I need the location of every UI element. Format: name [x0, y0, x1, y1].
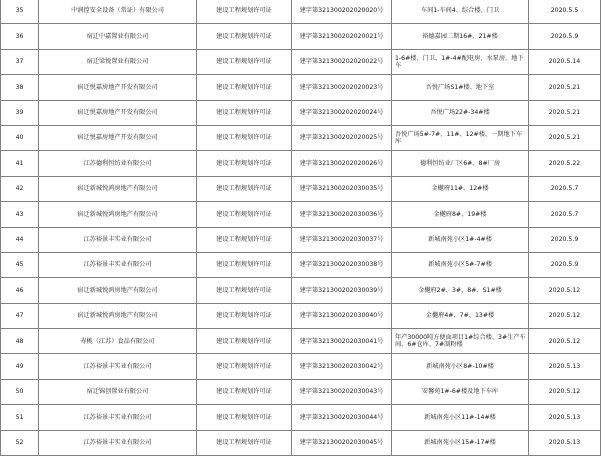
certificate-type-cell: 建设工程规划许可证	[197, 329, 292, 354]
table-row	[1, 176, 601, 201]
table-row	[1, 75, 601, 100]
permit-number-cell: 建字第321300202030044号	[292, 405, 392, 430]
row-number-cell: 48	[1, 329, 39, 354]
row-number-cell: 46	[1, 278, 39, 303]
table-row	[1, 278, 601, 303]
issue-date-cell: 2020.5.7	[529, 176, 601, 201]
issue-date-cell: 2020.5.21	[529, 75, 601, 100]
table-row	[1, 252, 601, 277]
permit-table-body	[1, 0, 601, 456]
row-number-cell: 38	[1, 75, 39, 100]
certificate-type-cell: 建设工程规划许可证	[197, 151, 292, 176]
row-number-cell: 49	[1, 354, 39, 379]
certificate-type-cell: 建设工程规划许可证	[197, 278, 292, 303]
table-row	[1, 430, 601, 455]
project-cell: 安馨苑1#-6#楼及地下车库	[392, 379, 529, 404]
certificate-type-cell: 建设工程规划许可证	[197, 405, 292, 430]
permit-number-cell: 建字第321300202030045号	[292, 430, 392, 455]
permit-number-cell: 建字第321300202020022号	[292, 49, 392, 74]
project-cell: 年产30000吨方便面项目1#综合楼、3#生产车间、6#仓库、7#制粉楼	[392, 329, 529, 354]
table-row	[1, 227, 601, 252]
issue-date-cell: 2020.5.21	[529, 125, 601, 150]
table-row	[1, 125, 601, 150]
permit-number-cell: 建字第321300202030043号	[292, 379, 392, 404]
company-cell: 中润控安全设备（常证）有限公司	[39, 0, 197, 24]
certificate-type-cell: 建设工程规划许可证	[197, 100, 292, 125]
issue-date-cell: 2020.5.5	[529, 0, 601, 24]
table-row	[1, 405, 601, 430]
permit-number-cell: 建字第321300202020020号	[292, 0, 392, 24]
project-cell: 吾悦广场22#-34#楼	[392, 100, 529, 125]
permit-number-cell: 建字第321300202030036号	[292, 202, 392, 227]
company-cell: 江苏裕景丰实业有限公司	[39, 252, 197, 277]
company-cell: 宿迁新城悦鸿房地产有限公司	[39, 176, 197, 201]
table-row	[1, 202, 601, 227]
permit-number-cell: 建字第321300202030039号	[292, 278, 392, 303]
company-cell: 江苏裕景丰实业有限公司	[39, 405, 197, 430]
company-cell: 宿迁新城悦鸿房地产有限公司	[39, 303, 197, 328]
project-cell: 吾悦广场S1#楼、地下室	[392, 75, 529, 100]
issue-date-cell: 2020.5.9	[529, 227, 601, 252]
project-cell: 新城南苑小区8#-10#楼	[392, 354, 529, 379]
project-cell: 新城南苑小区5#-7#楼	[392, 252, 529, 277]
certificate-type-cell: 建设工程规划许可证	[197, 379, 292, 404]
issue-date-cell: 2020.5.7	[529, 202, 601, 227]
company-cell: 宿迁新城悦鸿房地产有限公司	[39, 278, 197, 303]
certificate-type-cell: 建设工程规划许可证	[197, 176, 292, 201]
row-number-cell: 37	[1, 49, 39, 74]
company-cell: 江苏裕景丰实业有限公司	[39, 354, 197, 379]
permit-number-cell: 建字第321300202030038号	[292, 252, 392, 277]
company-cell: 江苏德利恒纺业有限公司	[39, 151, 197, 176]
table-row	[1, 329, 601, 354]
row-number-cell: 43	[1, 202, 39, 227]
row-number-cell: 36	[1, 24, 39, 49]
permit-number-cell: 建字第321300202020021号	[292, 24, 392, 49]
table-row	[1, 24, 601, 49]
row-number-cell: 47	[1, 303, 39, 328]
certificate-type-cell: 建设工程规划许可证	[197, 303, 292, 328]
row-number-cell: 51	[1, 405, 39, 430]
permit-number-cell: 建字第321300202020023号	[292, 75, 392, 100]
issue-date-cell: 2020.5.14	[529, 49, 601, 74]
company-cell: 寿桃（江苏）食品有限公司	[39, 329, 197, 354]
company-cell: 宿迁中嘉置业有限公司	[39, 24, 197, 49]
table-row	[1, 379, 601, 404]
project-cell: 吾悦广场5#-7#、11#、12#楼、一期地下车库	[392, 125, 529, 150]
project-cell: 金樾府4#、7#、13#楼	[392, 303, 529, 328]
company-cell: 宿迁锦创置业有限公司	[39, 379, 197, 404]
project-cell: 新城南苑小区15#-17#楼	[392, 430, 529, 455]
certificate-type-cell: 建设工程规划许可证	[197, 24, 292, 49]
project-cell: 金樾府11#、12#楼	[392, 176, 529, 201]
issue-date-cell: 2020.5.9	[529, 252, 601, 277]
project-cell: 新城南苑小区11#-14#楼	[392, 405, 529, 430]
row-number-cell: 45	[1, 252, 39, 277]
row-number-cell: 35	[1, 0, 39, 24]
certificate-type-cell: 建设工程规划许可证	[197, 354, 292, 379]
issue-date-cell: 2020.5.12	[529, 329, 601, 354]
company-cell: 宿迁悦嘉房地产开发有限公司	[39, 125, 197, 150]
certificate-type-cell: 建设工程规划许可证	[197, 49, 292, 74]
issue-date-cell: 2020.5.12	[529, 278, 601, 303]
issue-date-cell: 2020.5.12	[529, 379, 601, 404]
issue-date-cell: 2020.5.9	[529, 24, 601, 49]
project-cell: 德利恒纺业厂区6#、8#厂房	[392, 151, 529, 176]
project-cell: 裕德嘉园二期16#、21#楼	[392, 24, 529, 49]
company-cell: 江苏裕景丰实业有限公司	[39, 430, 197, 455]
project-cell: 车间1-车间4、综合楼、门卫	[392, 0, 529, 24]
row-number-cell: 42	[1, 176, 39, 201]
table-row	[1, 303, 601, 328]
issue-date-cell: 2020.5.13	[529, 354, 601, 379]
company-cell: 江苏裕景丰实业有限公司	[39, 227, 197, 252]
project-cell: 金樾府8#、19#楼	[392, 202, 529, 227]
row-number-cell: 52	[1, 430, 39, 455]
company-cell: 宿迁悦嘉房地产开发有限公司	[39, 100, 197, 125]
permit-number-cell: 建字第321300202020026号	[292, 151, 392, 176]
table-row	[1, 49, 601, 74]
company-cell: 宿迁新城悦鸿房地产有限公司	[39, 202, 197, 227]
permit-number-cell: 建字第321300202030037号	[292, 227, 392, 252]
company-cell: 宿迁悦嘉房地产开发有限公司	[39, 75, 197, 100]
issue-date-cell: 2020.5.13	[529, 430, 601, 455]
certificate-type-cell: 建设工程规划许可证	[197, 75, 292, 100]
project-cell: 新城南苑小区1#-4#楼	[392, 227, 529, 252]
row-number-cell: 50	[1, 379, 39, 404]
company-cell: 宿迁梁悦置业有限公司	[39, 49, 197, 74]
permit-number-cell: 建字第321300202030035号	[292, 176, 392, 201]
table-row	[1, 151, 601, 176]
row-number-cell: 40	[1, 125, 39, 150]
table-row	[1, 100, 601, 125]
issue-date-cell: 2020.5.22	[529, 151, 601, 176]
certificate-type-cell: 建设工程规划许可证	[197, 202, 292, 227]
certificate-type-cell: 建设工程规划许可证	[197, 227, 292, 252]
certificate-type-cell: 建设工程规划许可证	[197, 430, 292, 455]
permit-number-cell: 建字第321300202020025号	[292, 125, 392, 150]
issue-date-cell: 2020.5.21	[529, 100, 601, 125]
issue-date-cell: 2020.5.13	[529, 405, 601, 430]
row-number-cell: 44	[1, 227, 39, 252]
certificate-type-cell: 建设工程规划许可证	[197, 125, 292, 150]
row-number-cell: 39	[1, 100, 39, 125]
issue-date-cell: 2020.5.12	[529, 303, 601, 328]
table-row	[1, 354, 601, 379]
permit-number-cell: 建字第321300202030042号	[292, 354, 392, 379]
permit-number-cell: 建字第321300202030041号	[292, 329, 392, 354]
permit-number-cell: 建字第321300202020024号	[292, 100, 392, 125]
certificate-type-cell: 建设工程规划许可证	[197, 252, 292, 277]
table-row	[1, 0, 601, 24]
permit-number-cell: 建字第321300202030040号	[292, 303, 392, 328]
certificate-type-cell: 建设工程规划许可证	[197, 0, 292, 24]
row-number-cell: 41	[1, 151, 39, 176]
project-cell: 金樾府2#、3#、8#、S1#楼	[392, 278, 529, 303]
project-cell: 1-6#楼、门卫、1#-4#配电房、水泵房、地下车	[392, 49, 529, 74]
